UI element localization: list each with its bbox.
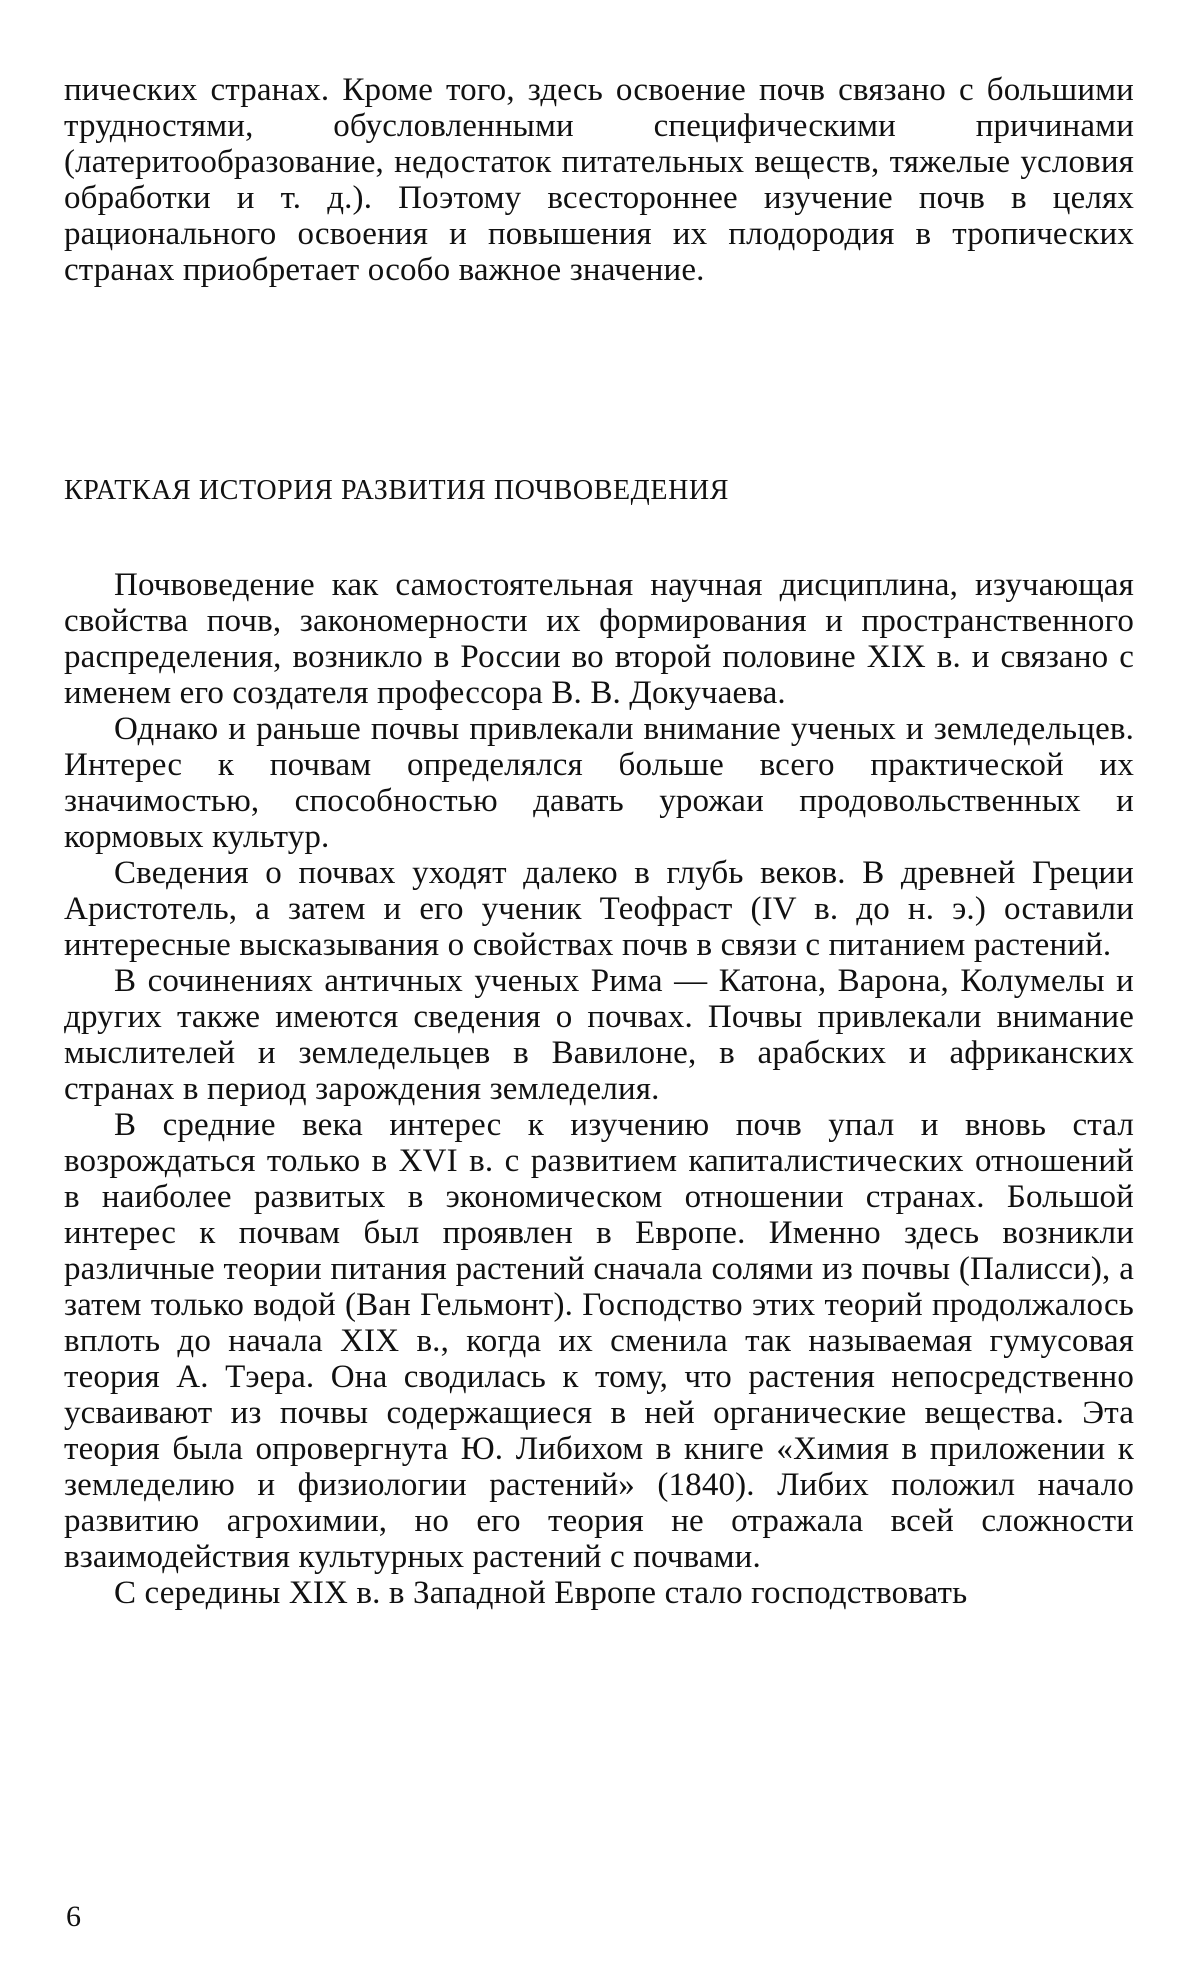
- paragraph-5: В средние века интерес к изучению почв упал и вновь стал возрождаться только в XVI в. с развитием капиталистических отношений в наиболее развитых в экономическом отношении странах. Большой интерес к почвам был проявлен в Европе. Именно здесь возникли различные теории питания растений сначала солями из почвы (Палисси), а затем только водой (Ван Гельмонт). Господство этих теорий продолжалось вплоть до начала XIX в., когда их сменила так называемая гумусовая теория А. Тэера. Она сводилась к тому, что растения непосредственно усваивают из почвы содержащиеся в ней органические вещества. Эта теория была опровергнута Ю. Либихом в книге «Химия в приложении к земледелию и физиологии растений» (1840). Либих положил начало развитию агрохимии, но его теория не отражала всей сложности взаимодействия культурных растений с почвами.: [64, 1107, 1134, 1575]
- section-body: [64, 567, 1134, 1611]
- intro-paragraph: пических странах. Кроме того, здесь освоение почв связано с большими трудностями, обусловленными специфическими причинами (латеритообразование, недостаток питательных веществ, тяжелые условия обработки и т. д.). Поэтому всестороннее изучение почв в целях рационального освоения и повышения их плодородия в тропических странах приобретает особо важное значение.: [64, 72, 1134, 288]
- paragraph-4: В сочинениях античных ученых Рима — Катона, Варона, Колумелы и других также имеются сведения о почвах. Почвы привлекали внимание мыслителей и земледельцев в Вавилоне, в арабских и африканских странах в период зарождения земледелия.: [64, 963, 1134, 1107]
- paragraph-1: Почвоведение как самостоятельная научная дисциплина, изучающая свойства почв, закономерности их формирования и пространственного распределения, возникло в России во второй половине XIX в. и связано с именем его создателя профессора В. В. Докучаева.: [64, 567, 1134, 711]
- page-number: 6: [66, 1900, 81, 1933]
- section-heading: КРАТКАЯ ИСТОРИЯ РАЗВИТИЯ ПОЧВОВЕДЕНИЯ: [64, 475, 729, 506]
- paragraph-2: Однако и раньше почвы привлекали внимание ученых и земледельцев. Интерес к почвам определялся больше всего практической их значимостью, способностью давать урожаи продовольственных и кормовых культур.: [64, 711, 1134, 855]
- paragraph-3: Сведения о почвах уходят далеко в глубь веков. В древней Греции Аристотель, а затем и его ученик Теофраст (IV в. до н. э.) оставили интересные высказывания о свойствах почв в связи с питанием растений.: [64, 855, 1134, 963]
- paragraph-6: С середины XIX в. в Западной Европе стало господствовать: [114, 1575, 968, 1611]
